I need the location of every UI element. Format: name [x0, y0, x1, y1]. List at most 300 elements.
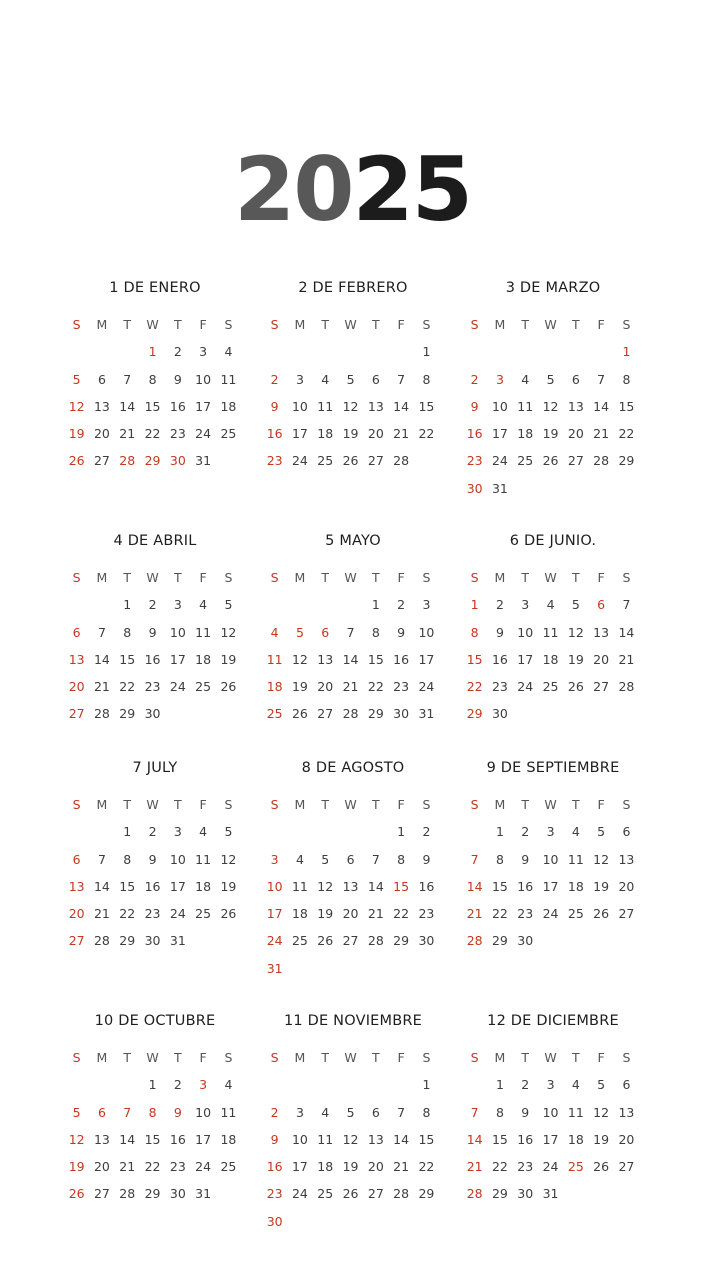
day-cell: 5 [546, 371, 555, 387]
day-cell: 4 [321, 1104, 330, 1120]
day-cell: 15 [119, 878, 136, 894]
weekday-header: F [597, 317, 605, 332]
day-cell: 7 [470, 851, 479, 867]
day-cell: 5 [346, 371, 355, 387]
day-cell: 2 [521, 824, 530, 840]
day-cell: 21 [119, 426, 136, 442]
day-cell: 30 [517, 1186, 534, 1202]
weekday-header: T [372, 797, 380, 812]
day-cell: 27 [93, 1186, 110, 1202]
day-cell: 6 [97, 1104, 106, 1120]
day-cell: 4 [224, 1077, 233, 1093]
day-cell: 22 [367, 679, 384, 695]
day-cell: 21 [342, 679, 359, 695]
day-cell: 12 [220, 624, 237, 640]
day-cell: 25 [317, 1186, 334, 1202]
weekday-header: T [174, 570, 182, 585]
weekday-header: M [96, 317, 108, 332]
day-cell: 4 [270, 624, 279, 640]
day-cell: 31 [195, 1186, 212, 1202]
day-cell: 12 [220, 851, 237, 867]
month-days-grid [64, 796, 246, 960]
day-cell: 1 [397, 824, 406, 840]
day-cell: 21 [93, 906, 110, 922]
day-cell: 18 [317, 426, 334, 442]
month-block [462, 1011, 644, 1213]
day-cell: 1 [148, 344, 157, 360]
day-cell: 6 [371, 1104, 380, 1120]
weekday-header: F [597, 1050, 605, 1065]
day-cell: 11 [220, 1104, 237, 1120]
day-cell: 18 [195, 651, 212, 667]
day-cell: 9 [270, 1131, 279, 1147]
month-block [64, 531, 246, 733]
day-cell: 7 [346, 624, 355, 640]
day-cell: 16 [169, 1131, 186, 1147]
day-cell: 12 [68, 398, 85, 414]
day-cell: 23 [418, 906, 435, 922]
day-cell: 7 [97, 851, 106, 867]
month-days-grid [462, 1049, 644, 1213]
weekday-header: W [146, 570, 159, 585]
weekday-header: M [294, 1050, 306, 1065]
day-cell: 25 [220, 1159, 237, 1175]
day-cell: 8 [622, 371, 631, 387]
day-cell: 27 [342, 933, 359, 949]
day-cell: 26 [567, 679, 584, 695]
day-cell: 2 [397, 597, 406, 613]
day-cell: 19 [342, 1159, 359, 1175]
day-cell: 26 [593, 906, 610, 922]
weekday-header: S [224, 317, 233, 332]
day-cell: 14 [393, 1131, 410, 1147]
day-cell: 1 [422, 344, 431, 360]
weekday-header: S [470, 797, 479, 812]
day-cell: 11 [291, 878, 308, 894]
day-cell: 8 [470, 624, 479, 640]
month-days-grid [462, 569, 644, 733]
month-block [64, 758, 246, 960]
day-cell: 29 [418, 1186, 435, 1202]
weekday-header: M [96, 797, 108, 812]
day-cell: 24 [291, 1186, 308, 1202]
day-cell: 15 [491, 1131, 508, 1147]
weekday-header: T [123, 317, 132, 332]
day-cell: 23 [266, 453, 283, 469]
weekday-header: T [321, 317, 330, 332]
day-cell: 30 [169, 1186, 186, 1202]
day-cell: 7 [123, 1104, 132, 1120]
month-days-grid [262, 1049, 444, 1240]
day-cell: 29 [618, 453, 635, 469]
day-cell: 6 [321, 624, 330, 640]
day-cell: 26 [317, 933, 334, 949]
day-cell: 3 [546, 824, 555, 840]
day-cell: 9 [173, 1104, 182, 1120]
weekday-header: T [521, 797, 530, 812]
day-cell: 26 [342, 1186, 359, 1202]
day-cell: 8 [397, 851, 406, 867]
weekday-header: W [146, 1050, 159, 1065]
weekday-header: S [470, 570, 479, 585]
day-cell: 17 [291, 426, 308, 442]
day-cell: 31 [491, 480, 508, 496]
year-heading [0, 138, 705, 241]
day-cell: 21 [466, 1159, 483, 1175]
weekday-header: T [174, 797, 182, 812]
day-cell: 7 [97, 624, 106, 640]
day-cell: 13 [618, 851, 635, 867]
day-cell: 17 [517, 651, 534, 667]
weekday-header: S [422, 570, 431, 585]
day-cell: 21 [393, 1159, 410, 1175]
day-cell: 11 [517, 398, 534, 414]
day-cell: 31 [542, 1186, 559, 1202]
day-cell: 15 [144, 398, 161, 414]
day-cell: 10 [195, 371, 212, 387]
day-cell: 25 [317, 453, 334, 469]
weekday-header: M [294, 317, 306, 332]
day-cell: 28 [119, 1186, 136, 1202]
day-cell: 31 [418, 706, 435, 722]
day-cell: 16 [266, 1159, 283, 1175]
day-cell: 23 [169, 1159, 186, 1175]
day-cell: 5 [72, 371, 81, 387]
day-cell: 21 [618, 651, 635, 667]
day-cell: 16 [466, 426, 483, 442]
day-cell: 2 [148, 597, 157, 613]
day-cell: 18 [542, 651, 559, 667]
day-cell: 12 [342, 398, 359, 414]
day-cell: 30 [466, 480, 483, 496]
day-cell: 6 [72, 624, 81, 640]
month-block [262, 758, 444, 987]
day-cell: 6 [597, 597, 606, 613]
weekday-header: S [72, 317, 81, 332]
day-cell: 25 [195, 679, 212, 695]
weekday-header: T [174, 1050, 182, 1065]
day-cell: 22 [119, 906, 136, 922]
day-cell: 22 [491, 906, 508, 922]
day-cell: 29 [144, 453, 161, 469]
day-cell: 31 [266, 960, 283, 976]
day-cell: 16 [517, 1131, 534, 1147]
day-cell: 1 [422, 1077, 431, 1093]
month-title: 6 DE JUNIO. [509, 533, 597, 549]
month-days-grid [64, 1049, 246, 1213]
weekday-header: T [321, 1050, 330, 1065]
day-cell: 31 [195, 453, 212, 469]
weekday-header: F [199, 797, 207, 812]
day-cell: 13 [367, 1131, 384, 1147]
day-cell: 11 [195, 624, 212, 640]
weekday-header: T [521, 570, 530, 585]
day-cell: 10 [542, 1104, 559, 1120]
day-cell: 16 [144, 651, 161, 667]
month-title: 8 DE AGOSTO [301, 760, 405, 776]
weekday-header: M [96, 1050, 108, 1065]
day-cell: 3 [295, 371, 304, 387]
month-block [462, 531, 644, 733]
day-cell: 13 [367, 398, 384, 414]
weekday-header: M [294, 570, 306, 585]
day-cell: 18 [220, 398, 237, 414]
weekday-header: W [344, 570, 357, 585]
day-cell: 9 [148, 851, 157, 867]
day-cell: 18 [567, 1131, 584, 1147]
day-cell: 5 [346, 1104, 355, 1120]
day-cell: 10 [169, 851, 186, 867]
month-block [64, 278, 246, 480]
day-cell: 9 [495, 624, 504, 640]
day-cell: 3 [173, 824, 182, 840]
day-cell: 16 [491, 651, 508, 667]
month-block [64, 1011, 246, 1213]
day-cell: 6 [371, 371, 380, 387]
day-cell: 14 [119, 398, 136, 414]
day-cell: 6 [97, 371, 106, 387]
weekday-header: F [397, 1050, 405, 1065]
day-cell: 20 [367, 426, 384, 442]
weekday-header: T [372, 570, 380, 585]
weekday-header: M [96, 570, 108, 585]
weekday-header: S [622, 570, 631, 585]
day-cell: 7 [371, 851, 380, 867]
weekday-header: T [572, 797, 580, 812]
day-cell: 22 [418, 426, 435, 442]
day-cell: 17 [291, 1159, 308, 1175]
weekday-header: T [521, 317, 530, 332]
day-cell: 19 [68, 1159, 85, 1175]
day-cell: 2 [148, 824, 157, 840]
day-cell: 27 [618, 1159, 635, 1175]
day-cell: 8 [495, 1104, 504, 1120]
day-cell: 22 [393, 906, 410, 922]
day-cell: 12 [342, 1131, 359, 1147]
day-cell: 13 [317, 651, 334, 667]
day-cell: 26 [593, 1159, 610, 1175]
weekday-header: T [123, 797, 132, 812]
day-cell: 2 [173, 1077, 182, 1093]
weekday-header: F [397, 797, 405, 812]
day-cell: 2 [173, 344, 182, 360]
day-cell: 13 [68, 878, 85, 894]
day-cell: 1 [470, 597, 479, 613]
weekday-header: M [494, 797, 506, 812]
day-cell: 28 [466, 1186, 483, 1202]
day-cell: 8 [123, 624, 132, 640]
day-cell: 16 [517, 878, 534, 894]
day-cell: 3 [495, 371, 504, 387]
day-cell: 24 [169, 906, 186, 922]
day-cell: 20 [317, 679, 334, 695]
day-cell: 4 [546, 597, 555, 613]
day-cell: 25 [220, 426, 237, 442]
day-cell: 19 [593, 1131, 610, 1147]
day-cell: 15 [491, 878, 508, 894]
day-cell: 14 [119, 1131, 136, 1147]
month-title: 12 DE DICIEMBRE [487, 1013, 619, 1029]
day-cell: 30 [144, 933, 161, 949]
day-cell: 24 [517, 679, 534, 695]
day-cell: 20 [342, 906, 359, 922]
day-cell: 24 [491, 453, 508, 469]
day-cell: 1 [148, 1077, 157, 1093]
month-title: 3 DE MARZO [505, 280, 601, 296]
day-cell: 5 [295, 624, 304, 640]
day-cell: 15 [119, 651, 136, 667]
day-cell: 6 [346, 851, 355, 867]
day-cell: 20 [93, 1159, 110, 1175]
day-cell: 21 [593, 426, 610, 442]
day-cell: 24 [418, 679, 435, 695]
day-cell: 13 [93, 1131, 110, 1147]
day-cell: 27 [593, 679, 610, 695]
day-cell: 22 [119, 679, 136, 695]
day-cell: 10 [195, 1104, 212, 1120]
day-cell: 28 [466, 933, 483, 949]
day-cell: 6 [571, 371, 580, 387]
day-cell: 29 [491, 1186, 508, 1202]
month-block [262, 1011, 444, 1240]
weekday-header: T [372, 317, 380, 332]
month-title: 11 DE NOVIEMBRE [283, 1013, 423, 1029]
day-cell: 2 [521, 1077, 530, 1093]
weekday-header: T [572, 317, 580, 332]
day-cell: 2 [495, 597, 504, 613]
day-cell: 19 [291, 679, 308, 695]
month-title: 1 DE ENERO [109, 280, 201, 296]
day-cell: 4 [571, 1077, 580, 1093]
month-title: 7 JULY [132, 760, 178, 776]
day-cell: 29 [466, 706, 483, 722]
day-cell: 27 [367, 453, 384, 469]
day-cell: 19 [593, 878, 610, 894]
month-block [262, 531, 444, 733]
day-cell: 26 [291, 706, 308, 722]
day-cell: 10 [491, 398, 508, 414]
day-cell: 11 [195, 851, 212, 867]
day-cell: 9 [422, 851, 431, 867]
day-cell: 19 [220, 878, 237, 894]
day-cell: 10 [418, 624, 435, 640]
day-cell: 3 [295, 1104, 304, 1120]
day-cell: 26 [68, 1186, 85, 1202]
day-cell: 7 [123, 371, 132, 387]
day-cell: 12 [567, 624, 584, 640]
day-cell: 28 [93, 706, 110, 722]
month-days-grid [462, 796, 644, 960]
day-cell: 26 [342, 453, 359, 469]
day-cell: 11 [317, 398, 334, 414]
month-days-grid [462, 316, 644, 507]
day-cell: 3 [546, 1077, 555, 1093]
day-cell: 27 [618, 906, 635, 922]
day-cell: 8 [148, 1104, 157, 1120]
weekday-header: S [622, 1050, 631, 1065]
day-cell: 10 [291, 1131, 308, 1147]
day-cell: 29 [393, 933, 410, 949]
weekday-header: F [597, 797, 605, 812]
day-cell: 9 [173, 371, 182, 387]
day-cell: 11 [542, 624, 559, 640]
day-cell: 25 [291, 933, 308, 949]
day-cell: 17 [418, 651, 435, 667]
day-cell: 30 [169, 453, 186, 469]
day-cell: 24 [542, 1159, 559, 1175]
day-cell: 15 [418, 1131, 435, 1147]
day-cell: 9 [470, 398, 479, 414]
day-cell: 15 [466, 651, 483, 667]
day-cell: 14 [393, 398, 410, 414]
weekday-header: W [146, 317, 159, 332]
day-cell: 8 [148, 371, 157, 387]
day-cell: 9 [148, 624, 157, 640]
day-cell: 6 [622, 824, 631, 840]
day-cell: 24 [542, 906, 559, 922]
day-cell: 19 [342, 426, 359, 442]
day-cell: 12 [291, 651, 308, 667]
day-cell: 6 [622, 1077, 631, 1093]
day-cell: 7 [597, 371, 606, 387]
day-cell: 4 [571, 824, 580, 840]
day-cell: 8 [422, 371, 431, 387]
month-title: 5 MAYO [325, 533, 381, 549]
day-cell: 19 [542, 426, 559, 442]
weekday-header: T [521, 1050, 530, 1065]
day-cell: 14 [618, 624, 635, 640]
day-cell: 5 [597, 1077, 606, 1093]
day-cell: 30 [491, 706, 508, 722]
month-title: 9 DE SEPTIEMBRE [486, 760, 620, 776]
day-cell: 9 [397, 624, 406, 640]
day-cell: 1 [495, 824, 504, 840]
day-cell: 1 [622, 344, 631, 360]
day-cell: 14 [342, 651, 359, 667]
weekday-header: T [321, 570, 330, 585]
day-cell: 10 [266, 878, 283, 894]
day-cell: 20 [68, 679, 85, 695]
weekday-header: F [397, 570, 405, 585]
day-cell: 4 [199, 597, 208, 613]
day-cell: 24 [169, 679, 186, 695]
month-days-grid [262, 796, 444, 987]
day-cell: 26 [220, 679, 237, 695]
day-cell: 7 [397, 371, 406, 387]
day-cell: 14 [367, 878, 384, 894]
day-cell: 9 [521, 1104, 530, 1120]
day-cell: 26 [68, 453, 85, 469]
day-cell: 30 [144, 706, 161, 722]
day-cell: 15 [393, 878, 410, 894]
weekday-header: T [123, 570, 132, 585]
day-cell: 23 [466, 453, 483, 469]
day-cell: 3 [422, 597, 431, 613]
day-cell: 3 [173, 597, 182, 613]
month-block [462, 758, 644, 960]
month-block [462, 278, 644, 507]
day-cell: 23 [491, 679, 508, 695]
weekday-header: S [270, 317, 279, 332]
day-cell: 17 [491, 426, 508, 442]
day-cell: 21 [393, 426, 410, 442]
month-title: 2 DE FEBRERO [298, 280, 408, 296]
day-cell: 23 [517, 1159, 534, 1175]
day-cell: 12 [317, 878, 334, 894]
day-cell: 25 [567, 906, 584, 922]
day-cell: 5 [597, 824, 606, 840]
day-cell: 3 [199, 1077, 208, 1093]
